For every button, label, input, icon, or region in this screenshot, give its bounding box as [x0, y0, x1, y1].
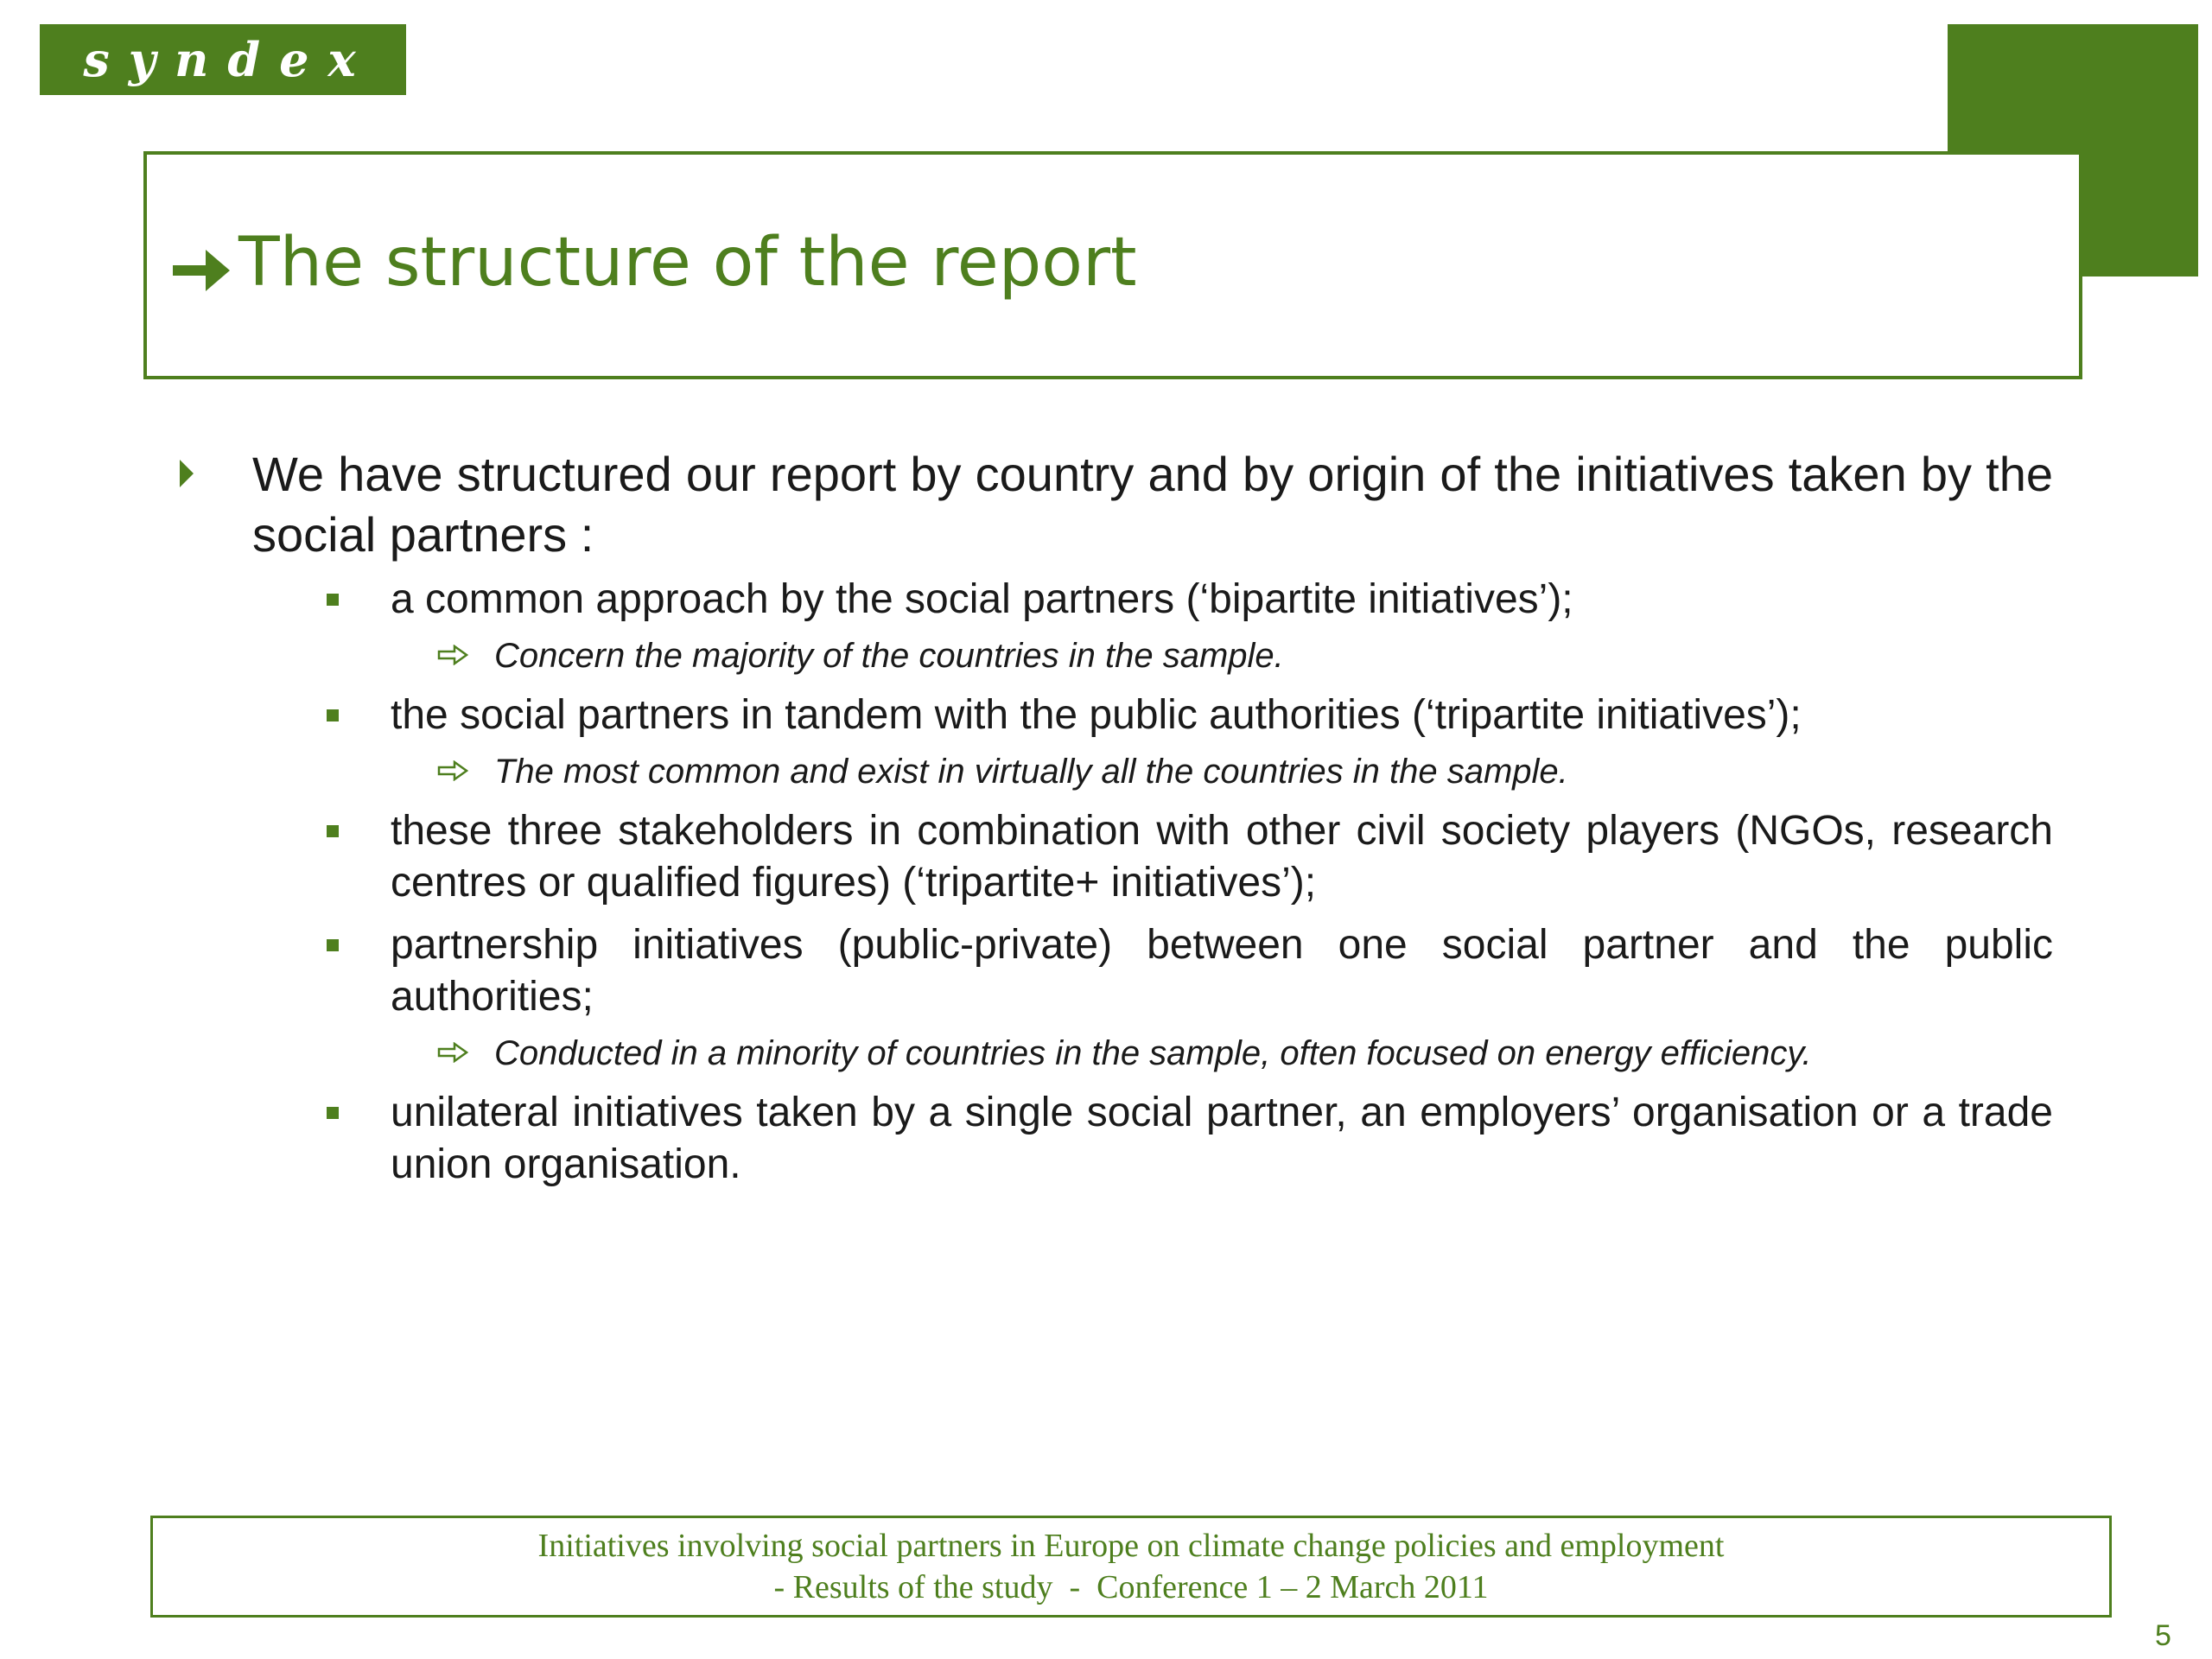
- footer-line-2: - Results of the study - Conference 1 – 2 March 2011: [773, 1569, 1489, 1605]
- list-item: the social partners in tandem with the public authorities (‘tripartite initiatives’);: [391, 692, 1802, 738]
- square-bullet-icon: [327, 709, 339, 721]
- page-number: 5: [2155, 1619, 2171, 1652]
- square-bullet-icon: [327, 594, 339, 606]
- list-item-note: Conducted in a minority of countries in the sample, often focused on energy efficiency.: [494, 1034, 1812, 1072]
- square-bullet-icon: [327, 825, 339, 837]
- list-item-note: Concern the majority of the countries in the sample.: [494, 637, 1284, 675]
- footer-line-1: Initiatives involving social partners in Europe on climate change policies and employment: [537, 1528, 1725, 1564]
- triangle-bullet-icon: [178, 458, 195, 489]
- main-point: We have structured our report by country and by origin of the initiatives taken by the social partners :: [252, 447, 2053, 562]
- hollow-arrow-icon: [437, 760, 468, 781]
- list-item: partnership initiatives (public-private) between one social partner and the public authorities;: [391, 922, 2053, 1020]
- hollow-arrow-icon: [437, 1042, 468, 1063]
- square-bullet-icon: [327, 1107, 339, 1119]
- hollow-arrow-icon: [437, 645, 468, 665]
- page-title: The structure of the report: [238, 224, 1137, 302]
- list-item: these three stakeholders in combination with other civil society players (NGOs, research centres or qualified figures) (‘tripartite+ initiatives’);: [391, 808, 2053, 906]
- footer: [150, 1516, 2112, 1618]
- list-item-note: The most common and exist in virtually all the countries in the sample.: [494, 753, 1568, 791]
- list-item: a common approach by the social partners (‘bipartite initiatives’);: [391, 576, 1573, 622]
- logo-text: syndex: [83, 32, 375, 87]
- square-bullet-icon: [327, 939, 339, 951]
- list-item: unilateral initiatives taken by a single social partner, an employers’ organisation or a trade union organisation.: [391, 1090, 2053, 1187]
